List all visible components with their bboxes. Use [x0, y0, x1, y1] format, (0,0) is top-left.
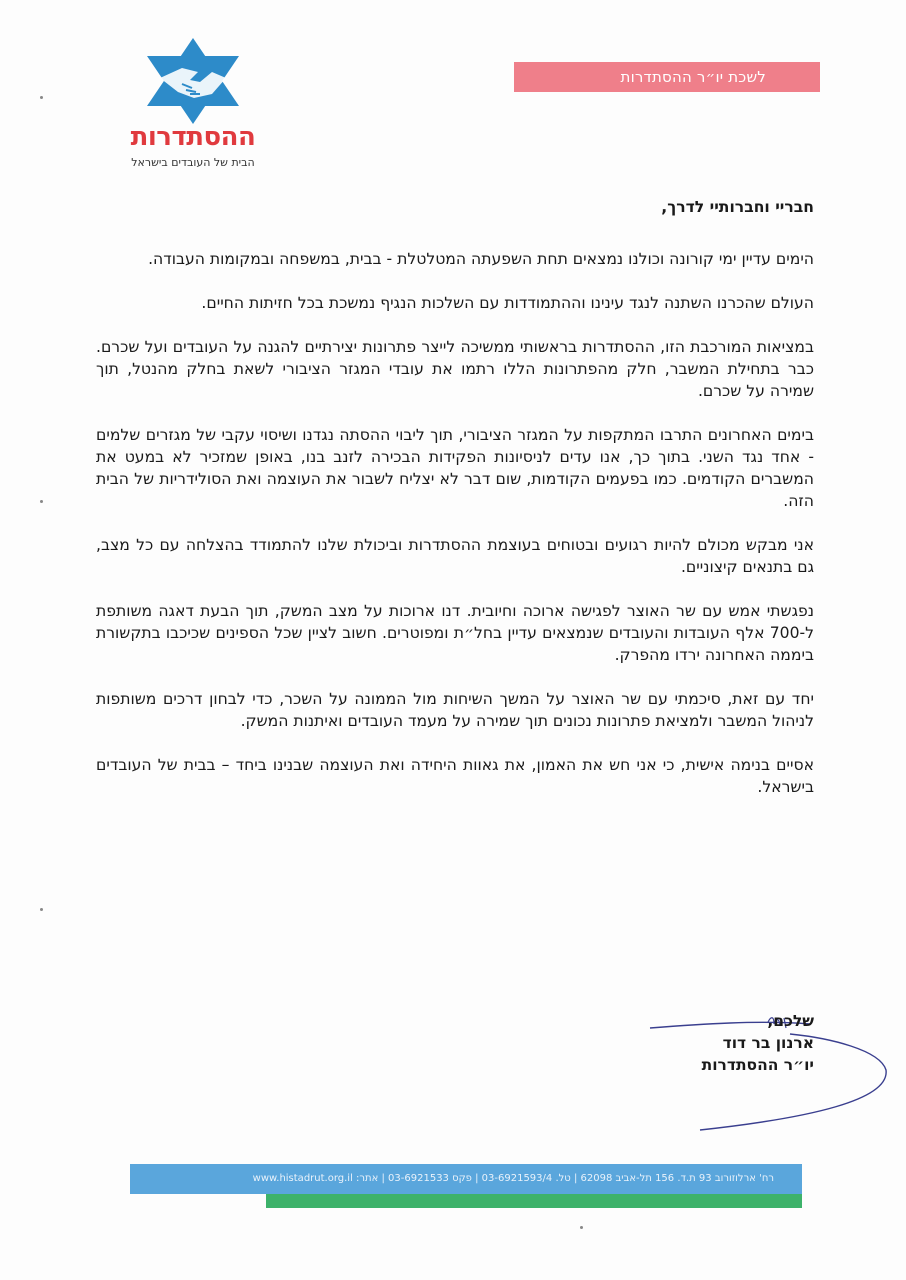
scan-speck: [580, 1226, 583, 1229]
letter-paragraph: העולם שהכרנו השתנה לנגד עינינו וההתמודדות עם השלכות הנגיף נמשכת בכל חזיתות החיים.: [201, 294, 814, 312]
letter-paragraph: הימים עדיין ימי קורונה וכולנו נמצאים תחת השפעתה המטלטלת - בבית, במשפחה ובמקומות העבודה.: [148, 250, 814, 268]
histadrut-logo: [108, 36, 278, 176]
signature-block: [702, 1010, 814, 1076]
signature-name: ארנון בר דוד: [722, 1034, 814, 1052]
letter-body: [96, 196, 814, 820]
star-of-david-handshake-icon: [138, 36, 248, 126]
footer-contact-bar: רח' ארלוזורוב 93 ת.ד. 156 תל-אביב 62098 | טל. 03-6921593/4 | פקס 03-6921533 | אתר: www.histadrut.org.il: [130, 1164, 802, 1194]
letter-paragraph: בימים האחרונים התרבו המתקפות על המגזר הציבורי, תוך ליבוי ההסתה נגדנו ושיסוי עקבי של מגזרים שלמים - אחד נגד השני. בתוך כך, אנו עדים לניסיונות הפקידות הבכירה לזנב בנו, באופן שמזכיר לא במעט את המשברים הקודמים. כמו בפעמים הקודמות, שום דבר לא יצליח לשבור את העוצמה ואת הסולידריות של הבית הזה.: [96, 426, 814, 510]
scan-speck: [40, 96, 43, 99]
letter-paragraph: יחד עם זאת, סיכמתי עם שר האוצר על המשך השיחות מול הממונה על השכר, כדי לבחון דרכים משותפות לניהול המשבר ולמציאת פתרונות נכונים תוך שמירה על מעמד העובדים ואיתנות המשק.: [96, 690, 814, 730]
logo-name: ההסתדרות: [130, 122, 256, 152]
signature-closing: שלכם,: [767, 1012, 814, 1030]
letter-paragraph: אסיים בנימה אישית, כי אני חש את האמון, את גאוות היחידה ואת העוצמה שבנינו ביחד – בבית של העובדים בישראל.: [96, 756, 814, 796]
letter-paragraph: במציאות המורכבת הזו, ההסתדרות בראשותי ממשיכה לייצר פתרונות יצירתיים להגנה על העובדים ועל שכרם. כבר בתחילת המשבר, חלק מהפתרונות הללו רתמו את עובדי המגזר הציבורי לשאת בחלק מהנטל, תוך שמירה על שכרם.: [96, 338, 814, 400]
scan-speck: [40, 908, 43, 911]
signature-title: יו״ר ההסתדרות: [701, 1056, 814, 1074]
letter-paragraph: אני מבקש מכולם להיות רגועים ובטוחים בעוצמת ההסתדרות וביכולת שלנו להתמודד בהצלחה עם כל מצב, גם בתנאים קיצוניים.: [96, 536, 814, 576]
footer-green-stripe: [266, 1194, 802, 1208]
letter-greeting: חבריי וחברותיי לדרך,: [661, 198, 814, 216]
letter-paragraph: נפגשתי אמש עם שר האוצר לפגישה ארוכה וחיובית. דנו ארוכות על מצב המשק, תוך הבעת דאגה משותפת ל-700 אלף העובדות והעובדים שנמצאים עדיין בחל״ת ומפוטרים. חשוב לציין שכל הספינים שכיכבו בתקשורת ביממה האחרונה ירדו מהפרק.: [96, 602, 814, 664]
logo-tagline: הבית של העובדים בישראל: [131, 156, 255, 169]
office-header-bar: לשכת יו״ר ההסתדרות: [514, 62, 820, 92]
scan-speck: [40, 500, 43, 503]
